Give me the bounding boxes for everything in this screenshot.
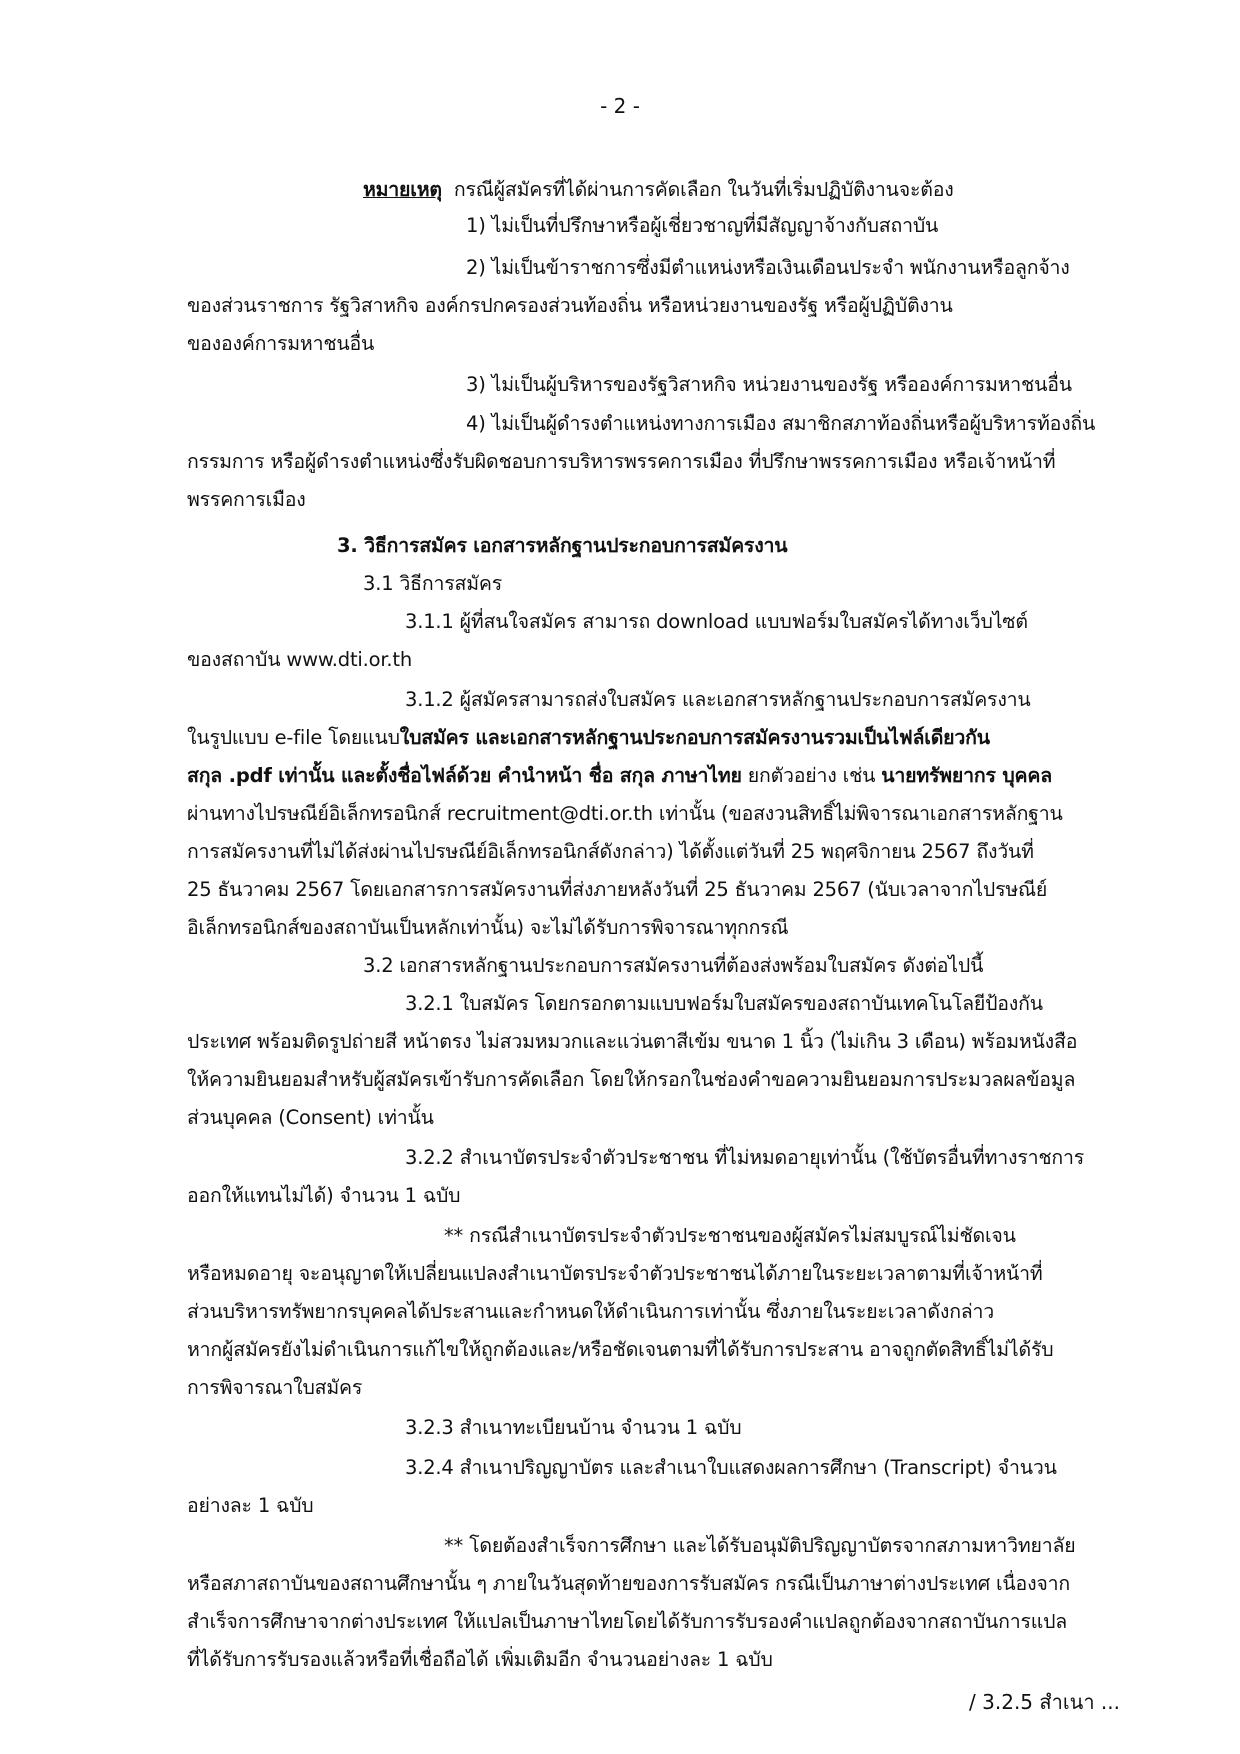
section-3-2-2-note-line-2: หรือหมดอายุ จะอนุญาตให้เปลี่ยนแปลงสำเนาบัตรประจำตัวประชาชนได้ภายในระยะเวลาตามที่เจ้าหน้าที่ [187,1262,1043,1285]
section-3-heading: 3. วิธีการสมัคร เอกสารหลักฐานประกอบการสมัครงาน [337,534,788,557]
note-line [363,176,954,204]
section-3-2-4-note-line-4: ที่ได้รับการรับรองแล้วหรือที่เชื่อถือได้ เพิ่มเติมอีก จำนวนอย่างละ 1 ฉบับ [187,1648,773,1671]
section-3-1-2-line-7: อิเล็กทรอนิกส์ของสถาบันเป็นหลักเท่านั้น) จะไม่ได้รับการพิจารณาทุกกรณี [187,916,789,939]
section-3-1-2-line-5: การสมัครงานที่ไม่ได้ส่งผ่านไปรษณีย์อิเล็กทรอนิกส์ดังกล่าว) ได้ตั้งแต่วันที่ 25 พฤศจิกายน 2567 ถึงวันที่ [187,840,1034,863]
note-item-1: 1) ไม่เป็นที่ปรึกษาหรือผู้เชี่ยวชาญที่มีสัญญาจ้างกับสถาบัน [466,214,939,237]
text-run: ยกตัวอย่าง เช่น [741,764,882,787]
section-3-2-heading: 3.2 เอกสารหลักฐานประกอบการสมัครงานที่ต้องส่งพร้อมใบสมัคร ดังต่อไปนี้ [363,954,984,977]
section-3-2-4-line-2: อย่างละ 1 ฉบับ [187,1494,314,1517]
section-3-1-2-line-3 [187,762,1052,790]
section-3-2-2-note-line-1: ** กรณีสำเนาบัตรประจำตัวประชาชนของผู้สมัครไม่สมบูรณ์ไม่ชัดเจน [444,1224,1016,1247]
section-3-1-1-line-1: 3.1.1 ผู้ที่สนใจสมัคร สามารถ download แบบฟอร์มใบสมัครได้ทางเว็บไซต์ [405,610,1028,633]
section-3-2-2-line-2: ออกให้แทนไม่ได้) จำนวน 1 ฉบับ [187,1184,461,1207]
section-3-2-1-line-3: ให้ความยินยอมสำหรับผู้สมัครเข้ารับการคัดเลือก โดยให้กรอกในช่องคำขอความยินยอมการประมวลผลข้อมูล [187,1068,1076,1091]
section-3-2-4-note-line-2: หรือสภาสถาบันของสถานศึกษานั้น ๆ ภายในวันสุดท้ายของการรับสมัคร กรณีเป็นภาษาต่างประเทศ เนื่องจาก [187,1572,1070,1595]
section-3-2-2-note-line-5: การพิจารณาใบสมัคร [187,1376,363,1399]
section-3-2-1-line-2: ประเทศ พร้อมติดรูปถ่ายสี หน้าตรง ไม่สวมหมวกและแว่นตาสีเข้ม ขนาด 1 นิ้ว (ไม่เกิน 3 เดือน) พร้อมหนังสือ [187,1030,1078,1053]
note-item-4-line-1: 4) ไม่เป็นผู้ดำรงตำแหน่งทางการเมือง สมาชิกสภาท้องถิ่นหรือผู้บริหารท้องถิ่น [466,412,1096,435]
section-3-1-2-line-2 [187,724,990,752]
section-3-2-2-line-1: 3.2.2 สำเนาบัตรประจำตัวประชาชน ที่ไม่หมดอายุเท่านั้น (ใช้บัตรอื่นที่ทางราชการ [405,1146,1085,1169]
note-label: หมายเหตุ [363,178,442,201]
section-3-2-1-line-4: ส่วนบุคคล (Consent) เท่านั้น [187,1106,434,1129]
note-item-4-line-2: กรรมการ หรือผู้ดำรงตำแหน่งซึ่งรับผิดชอบการบริหารพรรคการเมือง ที่ปรึกษาพรรคการเมือง หรือเจ้าหน้าที่ [187,450,1056,473]
section-3-2-4-note-line-3: สำเร็จการศึกษาจากต่างประเทศ ให้แปลเป็นภาษาไทยโดยได้รับการรับรองคำแปลถูกต้องจากสถาบันการแปล [187,1610,1068,1633]
section-3-1-2-line-1: 3.1.2 ผู้สมัครสามารถส่งใบสมัคร และเอกสารหลักฐานประกอบการสมัครงาน [405,688,1031,711]
bold-run: ใบสมัคร และเอกสารหลักฐานประกอบการสมัครงานรวมเป็นไฟล์เดียวกัน [399,726,990,749]
section-3-2-2-note-line-3: ส่วนบริหารทรัพยากรบุคคลได้ประสานและกำหนดให้ดำเนินการเท่านั้น ซึ่งภายในระยะเวลาดังกล่าว [187,1300,995,1323]
section-3-2-3: 3.2.3 สำเนาทะเบียนบ้าน จำนวน 1 ฉบับ [405,1416,742,1439]
bold-run: สกุล .pdf เท่านั้น และตั้งชื่อไฟล์ด้วย คำนำหน้า ชื่อ สกุล ภาษาไทย [187,764,742,787]
section-3-1-heading: 3.1 วิธีการสมัคร [363,572,502,595]
section-3-1-1-line-2: ของสถาบัน www.dti.or.th [187,648,412,671]
bold-run: นายทรัพยากร บุคคล [881,764,1052,787]
section-3-2-4-line-1: 3.2.4 สำเนาปริญญาบัตร และสำเนาใบแสดงผลการศึกษา (Transcript) จำนวน [405,1456,1057,1479]
continuation-marker: / 3.2.5 สำเนา ... [969,1690,1120,1714]
section-3-1-2-line-6: 25 ธันวาคม 2567 โดยเอกสารการสมัครงานที่ส่งภายหลังวันที่ 25 ธันวาคม 2567 (นับเวลาจากไปรษณีย์ [187,878,1048,901]
page-number: - 2 - [600,94,640,118]
note-item-2-line-1: 2) ไม่เป็นข้าราชการซึ่งมีตำแหน่งหรือเงินเดือนประจำ พนักงานหรือลูกจ้าง [466,256,1070,279]
section-3-2-4-note-line-1: ** โดยต้องสำเร็จการศึกษา และได้รับอนุมัติปริญญาบัตรจากสภามหาวิทยาลัย [444,1534,1076,1557]
note-intro: กรณีผู้สมัครที่ได้ผ่านการคัดเลือก ในวันที่เริ่มปฏิบัติงานจะต้อง [453,178,954,201]
text-run: ในรูปแบบ e-file โดยแนบ [187,726,400,749]
section-3-2-1-line-1: 3.2.1 ใบสมัคร โดยกรอกตามแบบฟอร์มใบสมัครของสถาบันเทคโนโลยีป้องกัน [405,992,1043,1015]
note-item-3: 3) ไม่เป็นผู้บริหารของรัฐวิสาหกิจ หน่วยงานของรัฐ หรือองค์การมหาชนอื่น [466,373,1072,396]
note-item-4-line-3: พรรคการเมือง [187,488,306,511]
note-item-2-line-3: ขององค์การมหาชนอื่น [187,332,375,355]
section-3-1-2-line-4: ผ่านทางไปรษณีย์อิเล็กทรอนิกส์ recruitment@dti.or.th เท่านั้น (ขอสงวนสิทธิ์ไม่พิจารณาเอกสารหลักฐาน [187,802,1063,825]
section-3-2-2-note-line-4: หากผู้สมัครยังไม่ดำเนินการแก้ไขให้ถูกต้องและ/หรือชัดเจนตามที่ได้รับการประสาน อาจถูกตัดสิทธิ์ไม่ได้รับ [187,1338,1054,1361]
note-item-2-line-2: ของส่วนราชการ รัฐวิสาหกิจ องค์กรปกครองส่วนท้องถิ่น หรือหน่วยงานของรัฐ หรือผู้ปฏิบัติงาน [187,294,953,317]
